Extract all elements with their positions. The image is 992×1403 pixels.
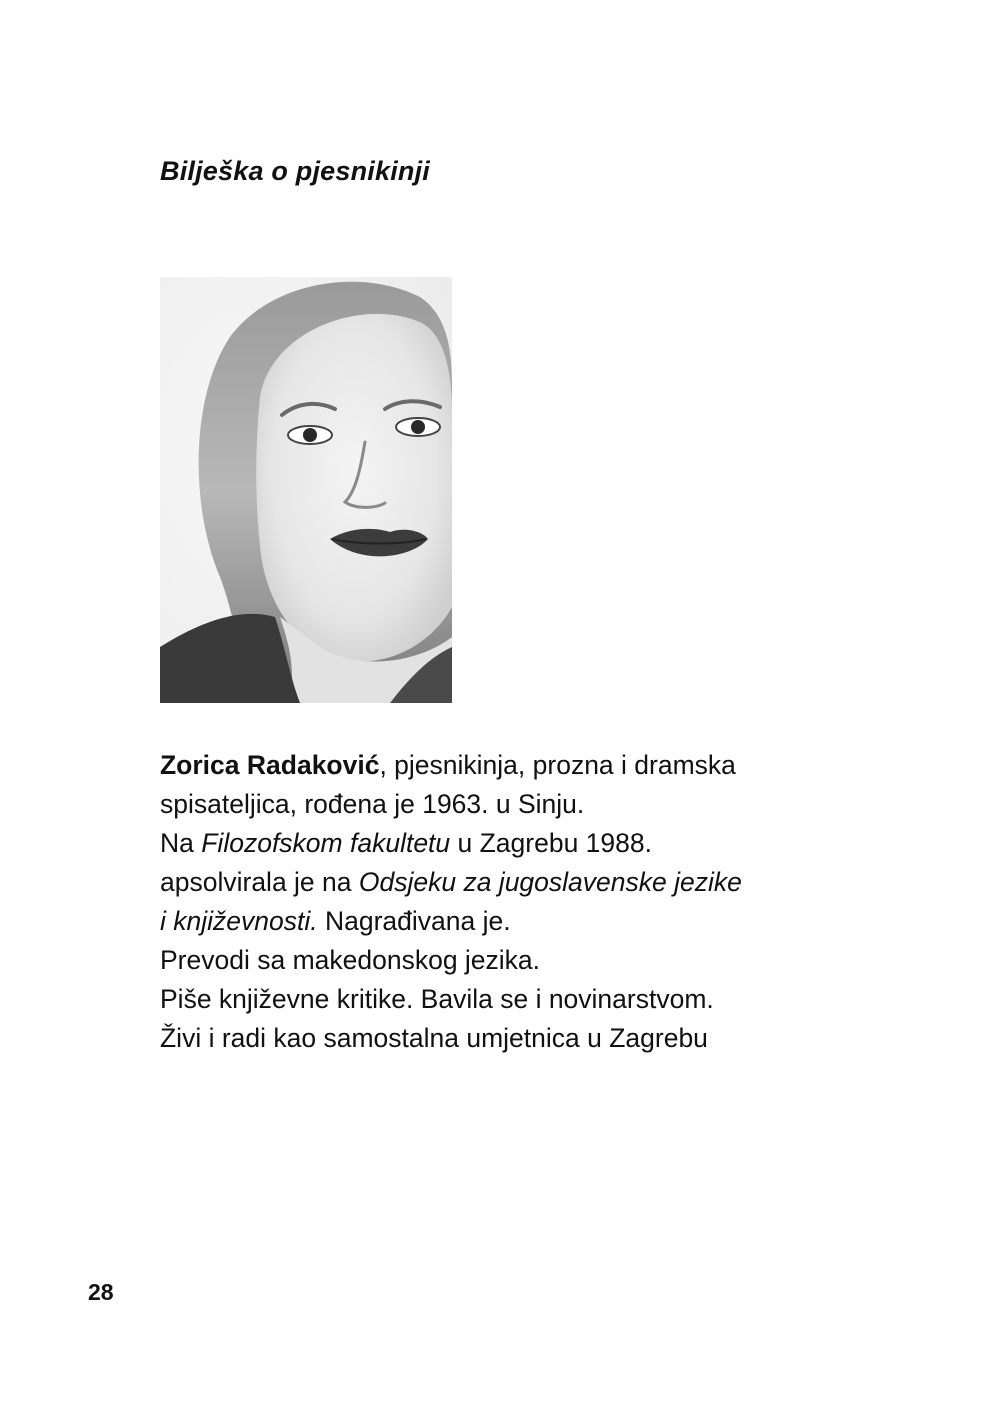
biography-text [160,746,860,1058]
bio-line: Na Filozofskom fakultetu u Zagrebu 1988. [160,828,652,858]
bio-line: Zorica Radaković, pjesnikinja, prozna i dramska [160,750,736,780]
bio-line: spisateljica, rođena je 1963. u Sinju. [160,789,585,819]
bio-line: Piše književne kritike. Bavila se i novinarstvom. [160,984,714,1014]
bio-line: Živi i radi kao samostalna umjetnica u Zagrebu [160,1023,708,1053]
author-portrait [160,277,452,703]
bio-line: Prevodi sa makedonskog jezika. [160,945,541,975]
bio-line: i književnosti. Nagrađivana je. [160,906,511,936]
author-name: Zorica Radaković [160,750,380,780]
bio-line: apsolvirala je na Odsjeku za jugoslavenske jezike [160,867,742,897]
section-heading: Bilješka o pjesnikinji [160,156,430,186]
page-number: 28 [88,1279,114,1305]
